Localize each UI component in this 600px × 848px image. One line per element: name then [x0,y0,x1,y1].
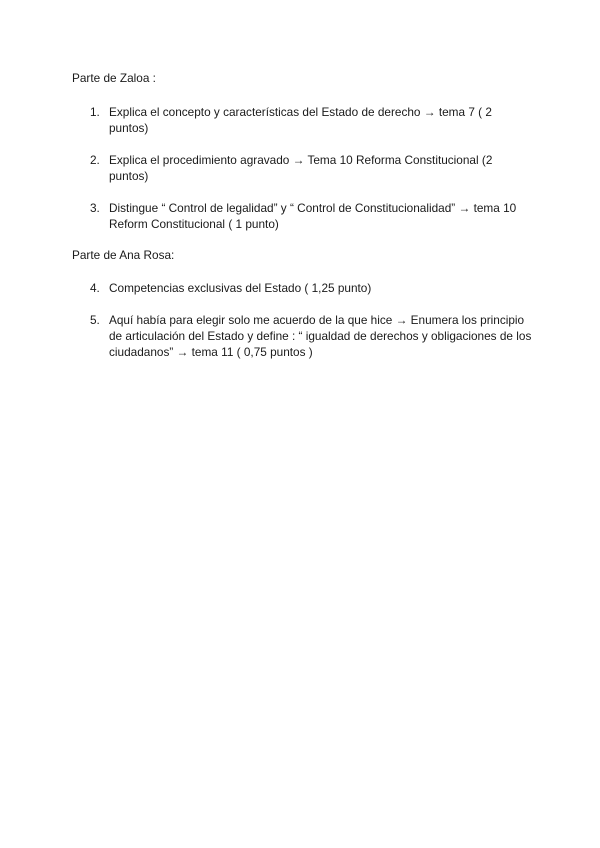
question-number: 4. [90,281,100,295]
question-text: Aquí había para elegir solo me acuerdo de la que hice → Enumera los principio de articulación del Estado y define : “ igualdad de derechos y obligaciones de los ciudadanos” → tema 11 ( 0,75 puntos ) [109,313,532,359]
section-heading-zaloa: Parte de Zaloa : [72,71,156,85]
list-item [0,200,534,232]
question-number: 5. [90,313,100,327]
question-text: Explica el procedimiento agravado → Tema 10 Reforma Constitucional (2 puntos) [109,153,493,183]
list-item [0,104,534,136]
list-item [0,312,534,360]
question-list-ana-rosa [0,280,600,360]
section-heading-ana-rosa: Parte de Ana Rosa: [72,248,175,262]
list-item [0,280,534,296]
question-text: Competencias exclusivas del Estado ( 1,25 punto) [109,281,372,295]
question-number: 2. [90,153,100,167]
question-list-zaloa [0,104,600,232]
question-number: 3. [90,201,100,215]
question-text: Distingue “ Control de legalidad” y “ Control de Constitucionalidad” → tema 10 Reform Constitucional ( 1 punto) [109,201,517,231]
question-number: 1. [90,105,100,119]
list-item [0,152,534,184]
question-text: Explica el concepto y características del Estado de derecho → tema 7 ( 2 puntos) [109,105,492,135]
